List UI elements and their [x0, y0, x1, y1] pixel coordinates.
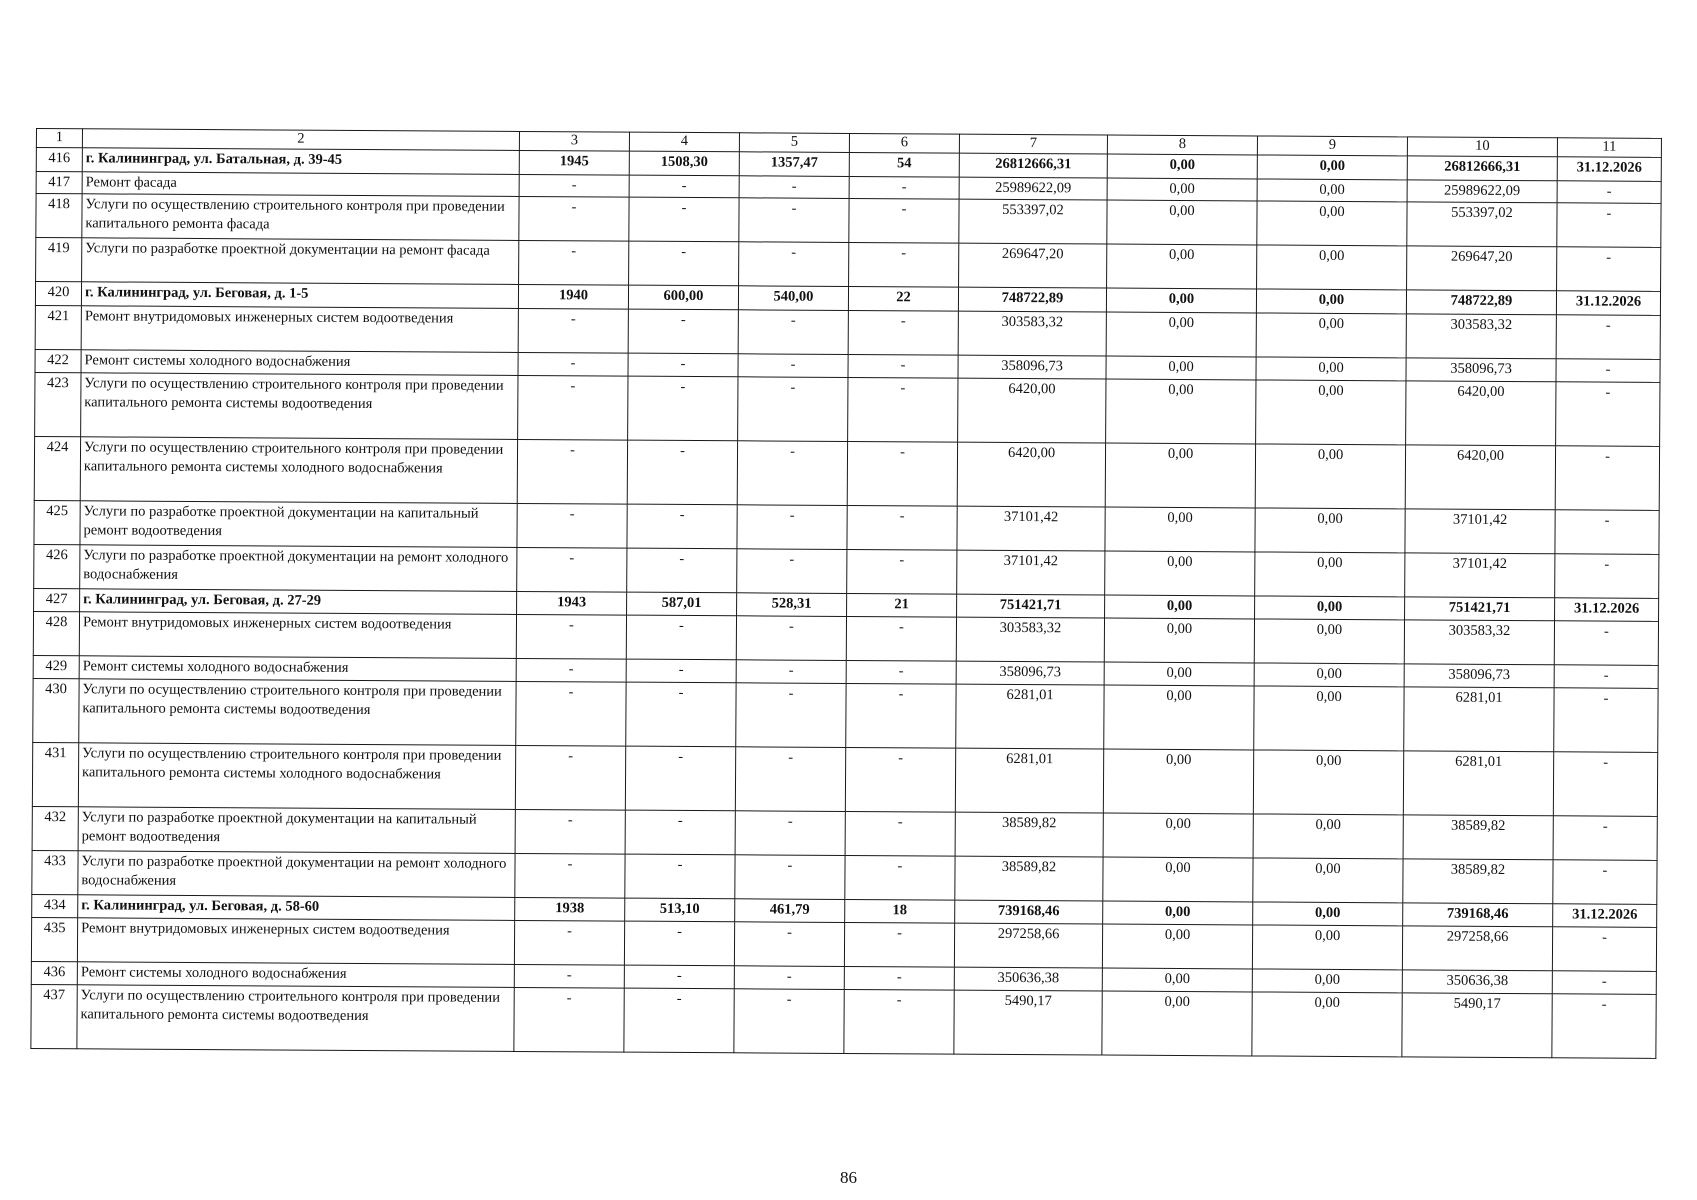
row-number: 418	[36, 194, 82, 238]
cost-total-cell: 553397,02	[959, 199, 1107, 244]
area-total-cell: -	[626, 682, 736, 747]
area-total-cell: -	[627, 548, 737, 593]
item-name: Услуги по разработке проектной документации на капитальный ремонт водоотведения	[80, 501, 517, 548]
budget-cell: 0,00	[1257, 155, 1407, 180]
fund-cell: 0,00	[1102, 991, 1252, 1056]
deadline-cell: -	[1555, 446, 1659, 511]
owner-funds-cell: 6281,01	[1403, 751, 1553, 816]
column-header: 7	[959, 134, 1107, 154]
residents-cell: -	[844, 989, 954, 1054]
item-name: г. Калининград, ул. Беговая, д. 27-29	[80, 589, 517, 615]
cost-total-cell: 269647,20	[959, 243, 1107, 288]
area-living-cell: -	[738, 377, 848, 442]
item-name: Ремонт внутридомовых инженерных систем водоотведения	[81, 306, 518, 353]
year-cell: -	[514, 920, 624, 965]
row-number: 419	[36, 238, 82, 282]
area-living-cell: -	[737, 505, 847, 550]
fund-cell: 0,00	[1103, 901, 1253, 925]
deadline-cell: -	[1555, 510, 1659, 555]
area-living-cell: -	[737, 549, 847, 594]
owner-funds-cell: 358096,73	[1404, 664, 1554, 688]
row-number: 420	[35, 282, 81, 306]
year-cell: -	[517, 439, 627, 504]
area-living-cell: 1357,47	[739, 152, 849, 177]
fund-cell: 0,00	[1105, 443, 1255, 508]
deadline-cell: -	[1553, 860, 1657, 905]
row-number: 426	[34, 544, 80, 588]
area-total-cell: -	[629, 197, 739, 242]
year-cell: 1940	[518, 284, 628, 309]
row-number: 436	[31, 961, 77, 984]
deadline-cell: 31.12.2026	[1555, 598, 1659, 622]
area-living-cell: -	[738, 310, 848, 355]
row-number: 421	[35, 305, 81, 349]
work-item-row	[35, 372, 1660, 446]
year-cell: -	[519, 174, 629, 197]
fund-cell: 0,00	[1106, 288, 1256, 313]
work-item-row	[33, 678, 1658, 752]
residents-cell: -	[849, 198, 959, 243]
fund-cell: 0,00	[1105, 551, 1255, 596]
item-name: Ремонт системы холодного водоснабжения	[77, 962, 514, 988]
residents-cell: -	[848, 377, 958, 442]
budget-cell: 0,00	[1254, 619, 1404, 664]
budget-cell: 0,00	[1254, 663, 1404, 687]
year-cell: -	[516, 614, 626, 659]
item-name: Услуги по разработке проектной документации на ремонт фасада	[82, 238, 519, 285]
owner-funds-cell: 303583,32	[1406, 314, 1556, 359]
year-cell: 1945	[519, 150, 629, 175]
page-number: 86	[840, 1168, 857, 1187]
area-total-cell: -	[624, 921, 734, 966]
year-cell: -	[518, 352, 628, 376]
item-name: Услуги по разработке проектной документации на капитальный ремонт водоотведения	[78, 807, 515, 854]
fund-cell: 0,00	[1102, 968, 1252, 992]
owner-funds-cell: 739168,46	[1403, 903, 1553, 927]
item-name: г. Калининград, ул. Батальная, д. 39-45	[82, 148, 519, 175]
budget-cell: 0,00	[1253, 814, 1403, 859]
budget-cell: 0,00	[1252, 992, 1402, 1057]
year-cell: -	[515, 809, 625, 854]
deadline-cell: -	[1552, 971, 1656, 995]
deadline-cell: -	[1554, 621, 1658, 666]
deadline-cell: -	[1555, 554, 1659, 599]
row-number: 416	[36, 148, 82, 172]
owner-funds-cell: 553397,02	[1407, 202, 1557, 247]
cost-total-cell: 38589,82	[955, 812, 1103, 857]
row-number: 430	[33, 678, 79, 742]
area-total-cell: 587,01	[627, 592, 737, 616]
item-name: г. Калининград, ул. Беговая, д. 1-5	[81, 282, 518, 309]
area-total-cell: -	[628, 353, 738, 377]
deadline-cell: -	[1553, 816, 1657, 861]
item-name: Ремонт системы холодного водоснабжения	[81, 350, 518, 376]
area-total-cell: -	[624, 965, 734, 989]
column-header: 8	[1107, 135, 1257, 155]
fund-cell: 0,00	[1106, 356, 1256, 380]
row-number: 423	[35, 372, 81, 436]
row-number: 417	[36, 172, 82, 194]
work-item-row	[32, 742, 1657, 816]
budget-cell: 0,00	[1253, 858, 1403, 903]
cost-total-cell: 6420,00	[958, 378, 1106, 443]
owner-funds-cell: 26812666,31	[1407, 156, 1557, 181]
fund-cell: 0,00	[1104, 685, 1254, 750]
area-living-cell: -	[735, 747, 845, 812]
cost-total-cell: 25989622,09	[959, 177, 1107, 200]
area-total-cell: -	[624, 988, 734, 1053]
item-name: Ремонт внутридомовых инженерных систем водоотведения	[79, 612, 516, 659]
fund-cell: 0,00	[1102, 924, 1252, 969]
budget-cell: 0,00	[1253, 750, 1403, 815]
column-header: 5	[739, 133, 849, 153]
cost-total-cell: 6281,01	[955, 748, 1103, 813]
fund-cell: 0,00	[1103, 813, 1253, 858]
owner-funds-cell: 297258,66	[1402, 926, 1552, 971]
fund-cell: 0,00	[1103, 857, 1253, 902]
area-total-cell: -	[626, 659, 736, 683]
item-name: Услуги по разработке проектной документации на ремонт холодного водоснабжения	[78, 851, 515, 898]
area-total-cell: -	[628, 309, 738, 354]
owner-funds-cell: 303583,32	[1404, 620, 1554, 665]
residents-cell: -	[849, 176, 959, 199]
deadline-cell: 31.12.2026	[1557, 157, 1661, 182]
budget-cell: 0,00	[1252, 969, 1402, 993]
budget-cell: 0,00	[1254, 686, 1404, 751]
cost-total-cell: 37101,42	[957, 550, 1105, 595]
item-name: Услуги по осуществлению строительного контроля при проведении капитального ремонта системы холодного водоснабжения	[80, 437, 517, 504]
deadline-cell: -	[1556, 382, 1660, 447]
row-number: 437	[31, 984, 77, 1048]
residents-cell: -	[847, 505, 957, 550]
area-total-cell: 1508,30	[629, 151, 739, 176]
area-living-cell: -	[734, 966, 844, 990]
year-cell: -	[519, 240, 629, 285]
column-header: 2	[82, 129, 519, 151]
area-total-cell: -	[627, 504, 737, 549]
cost-total-cell: 297258,66	[954, 923, 1102, 968]
column-header: 4	[629, 132, 739, 152]
area-total-cell: -	[625, 746, 735, 811]
year-cell: -	[519, 196, 629, 241]
residents-cell: -	[845, 747, 955, 812]
area-living-cell: -	[739, 242, 849, 287]
budget-cell: 0,00	[1255, 508, 1405, 553]
item-name: Ремонт системы холодного водоснабжения	[79, 656, 516, 682]
area-living-cell: -	[735, 855, 845, 900]
row-number: 435	[31, 917, 77, 961]
fund-cell: 0,00	[1107, 244, 1257, 289]
deadline-cell: -	[1554, 688, 1658, 753]
deadline-cell: 31.12.2026	[1556, 291, 1660, 316]
owner-funds-cell: 751421,71	[1405, 597, 1555, 621]
residents-cell: 18	[845, 899, 955, 923]
budget-cell: 0,00	[1257, 201, 1407, 246]
cost-total-cell: 6420,00	[957, 442, 1105, 507]
area-living-cell: -	[734, 989, 844, 1054]
row-number: 432	[32, 806, 78, 850]
residents-cell: -	[844, 922, 954, 967]
item-name: Услуги по осуществлению строительного контроля при проведении капитального ремонта фасада	[82, 194, 519, 241]
residents-cell: -	[846, 683, 956, 748]
budget-cell: 0,00	[1256, 289, 1406, 314]
residents-cell: 22	[848, 286, 958, 311]
cost-total-cell: 350636,38	[954, 967, 1102, 991]
fund-cell: 0,00	[1106, 312, 1256, 357]
deadline-cell: -	[1553, 752, 1657, 817]
area-total-cell: -	[625, 810, 735, 855]
cost-total-cell: 748722,89	[958, 287, 1106, 312]
residents-cell: 21	[847, 593, 957, 617]
row-number: 433	[32, 850, 78, 894]
item-name: Услуги по осуществлению строительного контроля при проведении капитального ремонта системы водоотведения	[77, 985, 514, 1052]
owner-funds-cell: 37101,42	[1405, 509, 1555, 554]
fund-cell: 0,00	[1107, 178, 1257, 201]
budget-cell: 0,00	[1257, 179, 1407, 202]
table-body	[31, 148, 1661, 1059]
residents-cell: -	[844, 966, 954, 990]
year-cell: -	[514, 964, 624, 988]
budget-cell: 0,00	[1256, 357, 1406, 381]
column-header: 9	[1257, 136, 1407, 156]
owner-funds-cell: 358096,73	[1406, 358, 1556, 382]
budget-cell: 0,00	[1252, 925, 1402, 970]
deadline-cell: -	[1554, 665, 1658, 689]
deadline-cell: 31.12.2026	[1553, 904, 1657, 928]
budget-cell: 0,00	[1255, 596, 1405, 620]
residents-cell: -	[845, 811, 955, 856]
fund-cell: 0,00	[1107, 154, 1257, 179]
fund-cell: 0,00	[1104, 618, 1254, 663]
year-cell: -	[516, 681, 626, 746]
column-header: 6	[849, 133, 959, 153]
owner-funds-cell: 269647,20	[1407, 246, 1557, 291]
cost-total-cell: 751421,71	[957, 594, 1105, 618]
column-header: 1	[36, 129, 82, 148]
area-living-cell: -	[734, 922, 844, 967]
year-cell: -	[518, 308, 628, 353]
area-living-cell: -	[736, 660, 846, 684]
owner-funds-cell: 37101,42	[1405, 553, 1555, 598]
area-total-cell: -	[625, 854, 735, 899]
owner-funds-cell: 6281,01	[1404, 687, 1554, 752]
row-number: 424	[34, 436, 80, 500]
cost-total-cell: 26812666,31	[959, 153, 1107, 178]
deadline-cell: -	[1556, 315, 1660, 360]
cost-total-cell: 739168,46	[955, 900, 1103, 924]
area-total-cell: -	[629, 241, 739, 286]
fund-cell: 0,00	[1107, 200, 1257, 245]
item-name: г. Калининград, ул. Беговая, д. 58-60	[78, 895, 515, 921]
owner-funds-cell: 6420,00	[1405, 445, 1555, 510]
budget-cell: 0,00	[1255, 444, 1405, 509]
area-living-cell: 540,00	[738, 286, 848, 311]
work-item-row	[31, 984, 1656, 1058]
owner-funds-cell: 38589,82	[1403, 859, 1553, 904]
deadline-cell: -	[1557, 247, 1661, 292]
row-number: 422	[35, 349, 81, 372]
year-cell: -	[518, 375, 628, 440]
fund-cell: 0,00	[1104, 662, 1254, 686]
fund-cell: 0,00	[1106, 379, 1256, 444]
item-name: Услуги по осуществлению строительного контроля при проведении капитального ремонта системы холодного водоснабжения	[78, 743, 515, 810]
residents-cell: -	[846, 660, 956, 684]
budget-cell: 0,00	[1256, 313, 1406, 358]
row-number: 434	[32, 894, 78, 917]
area-living-cell: -	[738, 354, 848, 378]
column-header: 3	[519, 131, 629, 151]
area-living-cell: 528,31	[737, 593, 847, 617]
area-total-cell: 513,10	[625, 898, 735, 922]
residents-cell: -	[846, 616, 956, 661]
year-cell: -	[515, 853, 625, 898]
column-header: 11	[1557, 138, 1661, 158]
area-total-cell: -	[626, 615, 736, 660]
area-total-cell: -	[628, 376, 738, 441]
area-living-cell: -	[737, 441, 847, 506]
cost-total-cell: 303583,32	[958, 311, 1106, 356]
area-total-cell: -	[629, 175, 739, 198]
residents-cell: -	[847, 441, 957, 506]
budget-cell: 0,00	[1257, 245, 1407, 290]
residents-cell: -	[848, 354, 958, 378]
year-cell: -	[514, 987, 624, 1052]
item-name: Услуги по осуществлению строительного контроля при проведении капитального ремонта системы водоотведения	[81, 373, 518, 440]
row-number: 429	[33, 655, 79, 678]
budget-cell: 0,00	[1255, 552, 1405, 597]
owner-funds-cell: 6420,00	[1406, 381, 1556, 446]
owner-funds-cell: 38589,82	[1403, 815, 1553, 860]
residents-cell: -	[849, 242, 959, 287]
year-cell: -	[516, 658, 626, 682]
item-name: Ремонт внутридомовых инженерных систем водоотведения	[77, 918, 514, 965]
area-total-cell: 600,00	[628, 285, 738, 310]
document-sheet	[30, 128, 1661, 1059]
owner-funds-cell: 350636,38	[1402, 970, 1552, 994]
deadline-cell: -	[1552, 994, 1656, 1059]
cost-total-cell: 358096,73	[956, 661, 1104, 685]
residents-cell: 54	[849, 152, 959, 177]
cost-total-cell: 6281,01	[956, 684, 1104, 749]
residents-cell: -	[847, 549, 957, 594]
fund-cell: 0,00	[1105, 507, 1255, 552]
deadline-cell: -	[1556, 359, 1660, 383]
cost-total-cell: 358096,73	[958, 355, 1106, 379]
cost-total-cell: 5490,17	[954, 990, 1102, 1055]
budget-cell: 0,00	[1256, 380, 1406, 445]
row-number: 427	[34, 588, 80, 611]
year-cell: 1938	[515, 897, 625, 921]
deadline-cell: -	[1552, 927, 1656, 972]
area-living-cell: -	[736, 683, 846, 748]
fund-cell: 0,00	[1105, 595, 1255, 619]
deadline-cell: -	[1557, 181, 1661, 204]
row-number: 425	[34, 500, 80, 544]
work-item-row	[34, 436, 1659, 510]
residents-cell: -	[848, 310, 958, 355]
item-name: Ремонт фасада	[82, 172, 519, 197]
fund-cell: 0,00	[1103, 749, 1253, 814]
cost-total-cell: 37101,42	[957, 506, 1105, 551]
year-cell: -	[517, 547, 627, 592]
deadline-cell: -	[1557, 203, 1661, 248]
year-cell: -	[515, 745, 625, 810]
column-header: 10	[1407, 137, 1557, 157]
budget-cell: 0,00	[1253, 902, 1403, 926]
item-name: Услуги по осуществлению строительного контроля при проведении капитального ремонта системы водоотведения	[79, 679, 516, 746]
residents-cell: -	[845, 855, 955, 900]
item-name: Услуги по разработке проектной документации на ремонт холодного водоснабжения	[80, 545, 517, 592]
row-number: 431	[32, 742, 78, 806]
owner-funds-cell: 748722,89	[1406, 290, 1556, 315]
owner-funds-cell: 25989622,09	[1407, 180, 1557, 203]
area-living-cell: -	[736, 616, 846, 661]
area-living-cell: -	[739, 176, 849, 199]
year-cell: 1943	[517, 591, 627, 615]
area-living-cell: 461,79	[735, 899, 845, 923]
row-number: 428	[33, 611, 79, 655]
area-living-cell: -	[739, 198, 849, 243]
owner-funds-cell: 5490,17	[1402, 993, 1552, 1058]
area-total-cell: -	[627, 440, 737, 505]
year-cell: -	[517, 503, 627, 548]
data-table	[30, 128, 1662, 1059]
cost-total-cell: 303583,32	[956, 617, 1104, 662]
cost-total-cell: 38589,82	[955, 856, 1103, 901]
area-living-cell: -	[735, 811, 845, 856]
